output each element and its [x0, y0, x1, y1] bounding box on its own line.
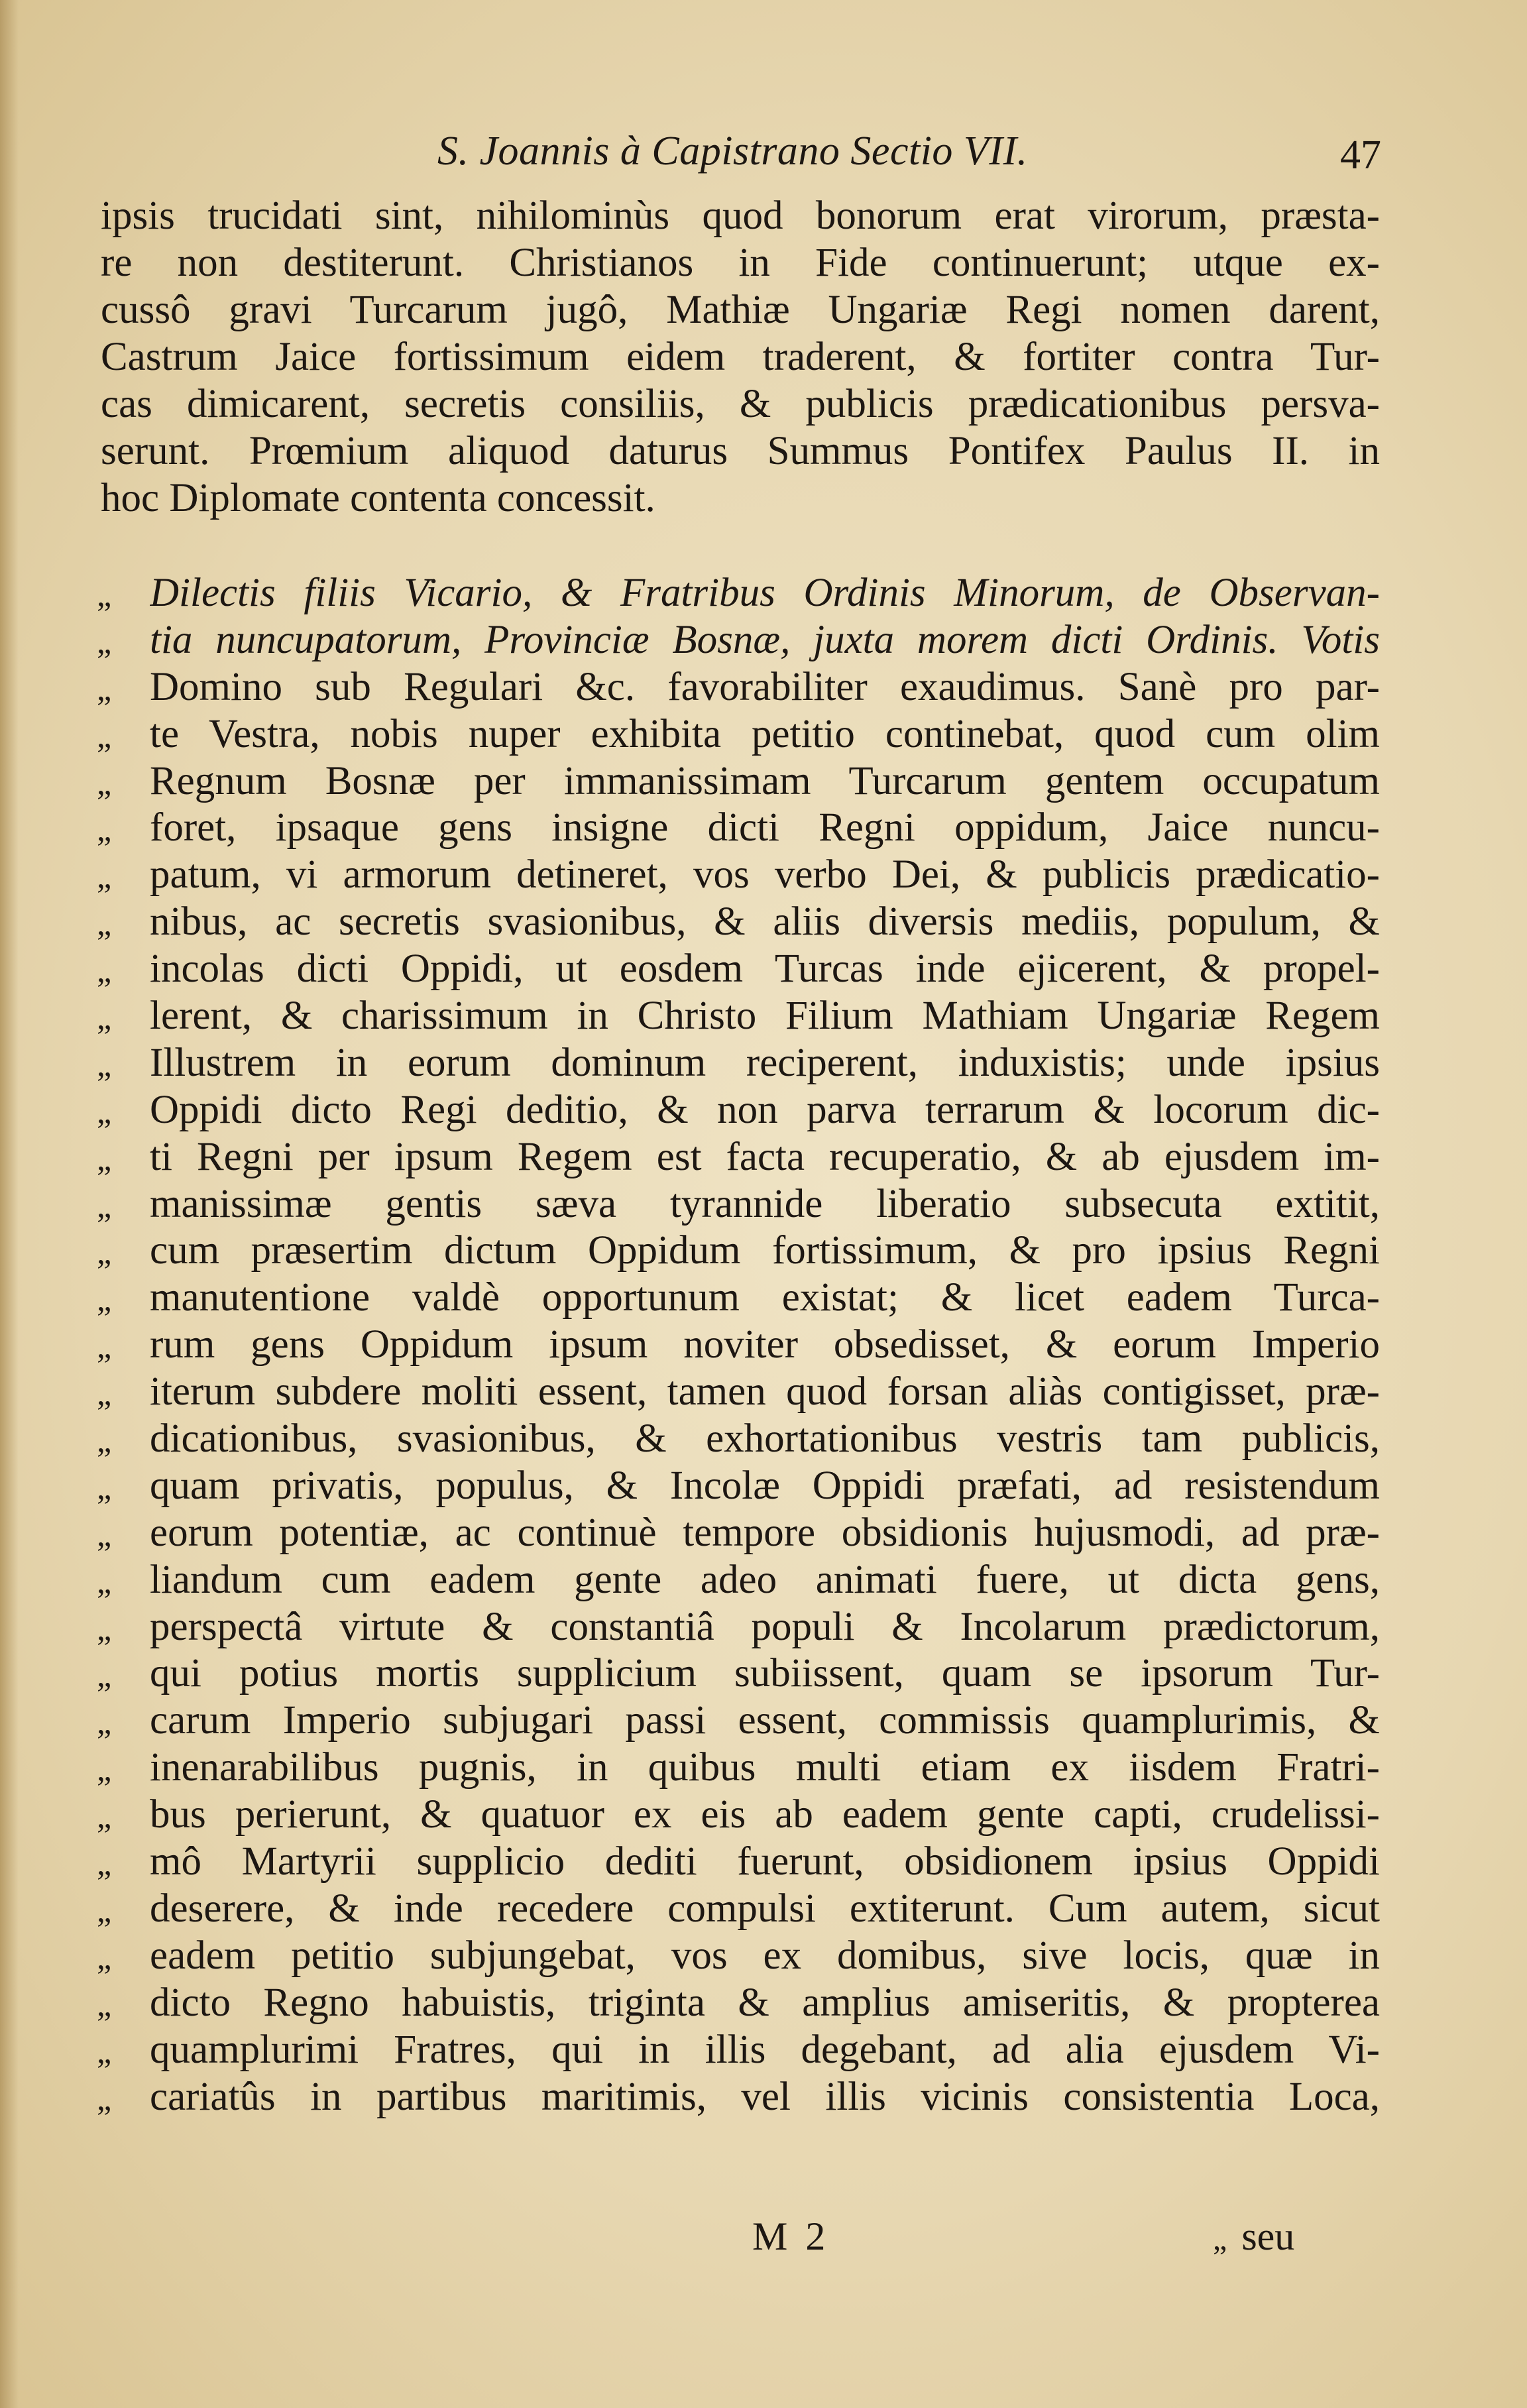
quote-mark: „: [97, 1750, 112, 1788]
diploma-quotation: [93, 570, 1380, 2120]
quote-mark: „: [97, 1985, 112, 2023]
quote-mark: „: [97, 1703, 112, 1741]
quote-line-text: Regnum Bosnæ per immanissimam Turcarum gentem occupatum: [150, 758, 1380, 803]
quote-line: [93, 1792, 1380, 1839]
quote-line-text: perspectâ virtute & constantiâ populi & Incolarum prædictorum,: [150, 1604, 1380, 1649]
quote-mark: „: [97, 1281, 112, 1318]
quote-line: [93, 1040, 1380, 1087]
quote-line-text: cum præsertim dictum Oppidum fortissimum, & pro ipsius Regni: [150, 1228, 1380, 1273]
page-number: 47: [1340, 133, 1381, 178]
quote-line-text: nibus, ac secretis svasionibus, & aliis diversis mediis, populum, &: [150, 899, 1380, 945]
quote-line-text: eorum potentiæ, ac continuè tempore obsidionis hujusmodi, ad præ-: [150, 1510, 1380, 1555]
text-line: cas dimicarent, secretis consiliis, & publicis prædicationibus persva-: [101, 382, 1380, 426]
quote-mark: „: [97, 1938, 112, 1976]
quote-line: [93, 1181, 1380, 1228]
quote-line: [93, 1134, 1380, 1181]
quote-line-text: manutentione valdè opportunum existat; & licet eadem Turca-: [150, 1275, 1380, 1320]
quote-line: [93, 1369, 1380, 1416]
quote-mark: „: [97, 1562, 112, 1600]
catchword: [1213, 2214, 1294, 2260]
quote-line-text: quam privatis, populus, & Incolæ Oppidi præfati, ad resistendum: [150, 1463, 1380, 1508]
quote-line: [93, 1933, 1380, 1980]
quote-line-text: tia nuncupatorum, Provinciæ Bosnæ, juxta morem dicti Ordinis. Votis: [150, 617, 1380, 662]
quote-mark: „: [97, 576, 112, 613]
quote-mark: „: [97, 622, 112, 660]
quote-line: [93, 1839, 1380, 1886]
text-line: hoc Diplomate contenta concessit.: [101, 476, 655, 520]
quote-mark: „: [97, 1845, 112, 1882]
quote-line-text: foret, ipsaque gens insigne dicti Regni oppidum, Jaice nuncu-: [150, 805, 1380, 850]
quote-mark: „: [97, 1422, 112, 1460]
quote-line-text: Illustrem in eorum dominum reciperent, induxistis; unde ipsius: [150, 1040, 1380, 1085]
quote-mark: „: [97, 1045, 112, 1083]
quote-line: [93, 1604, 1380, 1651]
quote-line: [93, 711, 1380, 758]
quote-mark: „: [97, 2079, 112, 2117]
quote-line: [93, 1557, 1380, 1604]
quote-line-text: Domino sub Regulari &c. favorabiliter exaudimus. Sanè pro par-: [150, 664, 1380, 709]
quote-line-text: cariatûs in partibus maritimis, vel illis vicinis consistentia Loca,: [150, 2074, 1380, 2119]
quote-mark: „: [97, 1609, 112, 1647]
quote-mark: „: [97, 1375, 112, 1412]
quote-line-text: eadem petitio subjungebat, vos ex domibus, sive locis, quæ in: [150, 1933, 1380, 1978]
quote-line-text: carum Imperio subjugari passi essent, commissis quamplurimis, &: [150, 1698, 1380, 1743]
quote-mark: „: [97, 1186, 112, 1224]
quote-line-text: iterum subdere moliti essent, tamen quod forsan aliàs contigisset, præ-: [150, 1369, 1380, 1414]
quote-mark: „: [97, 1656, 112, 1694]
text-line: serunt. Prœmium aliquod daturus Summus Pontifex Paulus II. in: [101, 429, 1380, 473]
quote-line: [93, 617, 1380, 664]
text-line: cussô gravi Turcarum jugô, Mathiæ Ungariæ Regi nomen darent,: [101, 288, 1380, 332]
intro-paragraph: [101, 192, 1380, 522]
quote-mark: „: [97, 1468, 112, 1506]
quote-line: [93, 1697, 1380, 1745]
quote-line: [93, 1416, 1380, 1463]
quote-line-text: Oppidi dicto Regi deditio, & non parva terrarum & locorum dic-: [150, 1087, 1380, 1132]
quote-line: [93, 1087, 1380, 1134]
quote-line-text: quamplurimi Fratres, qui in illis degebant, ad alia ejusdem Vi-: [150, 2027, 1380, 2072]
running-title: S. Joannis à Capistrano Sectio VII.: [437, 129, 1028, 174]
quote-line: [93, 1980, 1380, 2027]
quote-line: [93, 899, 1380, 946]
quote-line-text: Dilectis filiis Vicario, & Fratribus Ordinis Minorum, de Observan-: [150, 571, 1380, 615]
quote-mark: „: [97, 669, 112, 707]
quote-mark: „: [1213, 2222, 1227, 2257]
quote-line: [93, 1650, 1380, 1697]
quote-line: [93, 1463, 1380, 1510]
quote-line: [93, 1886, 1380, 1933]
quote-line-text: patum, vi armorum detineret, vos verbo Dei, & publicis prædicatio-: [150, 852, 1380, 897]
quote-mark: „: [97, 1798, 112, 1835]
quote-line-text: mô Martyrii supplicio dediti fuerunt, obsidionem ipsius Oppidi: [150, 1839, 1380, 1884]
quote-mark: „: [97, 1515, 112, 1553]
quote-line-text: lerent, & charissimum in Christo Filium Mathiam Ungariæ Regem: [150, 994, 1380, 1039]
quote-line-text: dicto Regno habuistis, triginta & amplius amiseritis, & propterea: [150, 1980, 1380, 2025]
quote-line: [93, 758, 1380, 805]
quote-line: [93, 1322, 1380, 1369]
quote-mark: „: [97, 1891, 112, 1929]
quote-line: [93, 1228, 1380, 1275]
quote-line-text: dicationibus, svasionibus, & exhortationibus vestris tam publicis,: [150, 1416, 1380, 1462]
quote-line: [93, 1275, 1380, 1322]
quote-mark: „: [97, 717, 112, 754]
quote-mark: „: [97, 811, 112, 848]
page-footer: [0, 2214, 1527, 2267]
quote-line: [93, 664, 1380, 711]
quote-mark: „: [97, 1233, 112, 1271]
text-line: ipsis trucidati sint, nihilominùs quod bonorum erat virorum, præsta-: [101, 194, 1380, 238]
quote-mark: „: [97, 764, 112, 801]
quote-line: [93, 570, 1380, 617]
quote-line-text: ti Regni per ipsum Regem est facta recuperatio, & ab ejusdem im-: [150, 1134, 1380, 1179]
quote-mark: „: [97, 1139, 112, 1177]
quote-line-text: bus perierunt, & quatuor ex eis ab eadem gente capti, crudelissi-: [150, 1792, 1380, 1837]
quote-line: [93, 852, 1380, 899]
quote-line: [93, 1510, 1380, 1557]
catchword-text: seu: [1241, 2214, 1295, 2258]
quote-line: [93, 993, 1380, 1040]
quote-line-text: te Vestra, nobis nuper exhibita petitio continebat, quod cum olim: [150, 711, 1380, 756]
quote-line-text: deserere, & inde recedere compulsi extiterunt. Cum autem, sicut: [150, 1886, 1380, 1931]
quote-mark: „: [97, 858, 112, 895]
quote-line-text: incolas dicti Oppidi, ut eosdem Turcas inde ejicerent, & propel-: [150, 946, 1380, 992]
quote-mark: „: [97, 2032, 112, 2070]
quote-line-text: inenarabilibus pugnis, in quibus multi etiam ex iisdem Fratri-: [150, 1745, 1380, 1790]
text-line: Castrum Jaice fortissimum eidem traderent, & fortiter contra Tur-: [101, 335, 1380, 379]
quote-line-text: qui potius mortis supplicium subiissent, quam se ipsorum Tur-: [150, 1651, 1380, 1696]
quote-line: [93, 946, 1380, 993]
page-header: [99, 123, 1428, 182]
quote-line: [93, 2074, 1380, 2121]
quote-mark: „: [97, 999, 112, 1037]
quote-line: [93, 805, 1380, 852]
quote-line-text: manissimæ gentis sæva tyrannide liberatio subsecuta extitit,: [150, 1181, 1380, 1226]
quote-mark: „: [97, 952, 112, 990]
quote-line-text: rum gens Oppidum ipsum noviter obsedisset, & eorum Imperio: [150, 1322, 1380, 1367]
quote-line: [93, 1745, 1380, 1792]
quote-line-text: liandum cum eadem gente adeo animati fuere, ut dicta gens,: [150, 1557, 1380, 1602]
signature-mark: M 2: [752, 2214, 830, 2258]
quote-mark: „: [97, 1328, 112, 1365]
text-line: re non destiterunt. Christianos in Fide continuerunt; utque ex-: [101, 241, 1380, 285]
quote-mark: „: [97, 905, 112, 943]
quote-line: [93, 2027, 1380, 2074]
quote-mark: „: [97, 1092, 112, 1130]
